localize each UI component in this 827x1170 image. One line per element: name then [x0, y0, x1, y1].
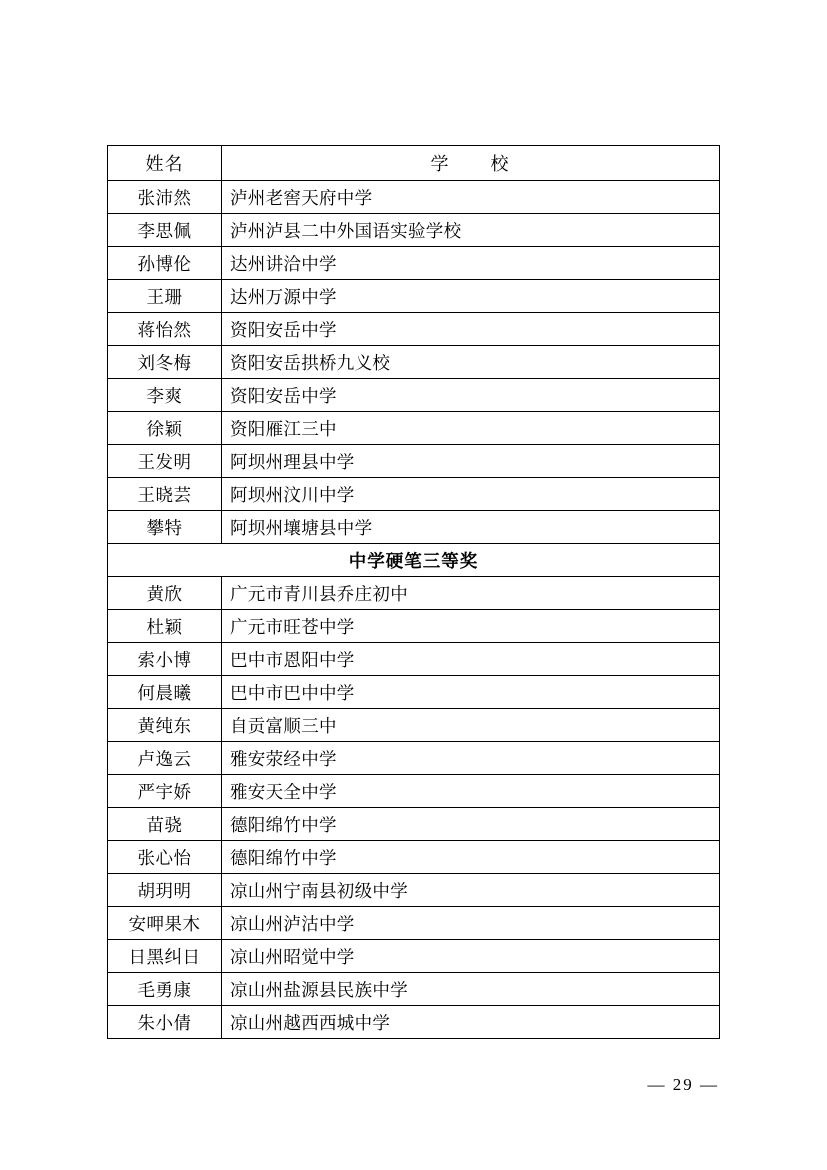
table-row — [108, 742, 720, 775]
cell-school: 达州万源中学 — [222, 280, 720, 313]
table-section-row — [108, 544, 720, 577]
table-row — [108, 808, 720, 841]
cell-name: 刘冬梅 — [108, 346, 222, 379]
cell-name: 张沛然 — [108, 181, 222, 214]
table-header — [108, 146, 720, 181]
cell-school: 凉山州泸沽中学 — [222, 907, 720, 940]
cell-school: 广元市青川县乔庄初中 — [222, 577, 720, 610]
cell-name: 李爽 — [108, 379, 222, 412]
table-row — [108, 478, 720, 511]
cell-name: 蒋怡然 — [108, 313, 222, 346]
cell-school: 达州讲洽中学 — [222, 247, 720, 280]
table-row — [108, 313, 720, 346]
section-title: 中学硬笔三等奖 — [108, 544, 720, 577]
table-row — [108, 973, 720, 1006]
cell-name: 苗骁 — [108, 808, 222, 841]
table-row — [108, 214, 720, 247]
cell-school: 泸州老窖天府中学 — [222, 181, 720, 214]
cell-school: 阿坝州汶川中学 — [222, 478, 720, 511]
table-row — [108, 940, 720, 973]
cell-school: 凉山州昭觉中学 — [222, 940, 720, 973]
cell-name: 卢逸云 — [108, 742, 222, 775]
table-row — [108, 280, 720, 313]
table-row — [108, 577, 720, 610]
table-row — [108, 841, 720, 874]
table-body — [108, 181, 720, 1039]
column-header-school — [222, 146, 720, 181]
cell-school: 德阳绵竹中学 — [222, 841, 720, 874]
cell-school: 阿坝州壤塘县中学 — [222, 511, 720, 544]
cell-name: 张心怡 — [108, 841, 222, 874]
cell-school: 资阳安岳中学 — [222, 313, 720, 346]
cell-name: 胡玥明 — [108, 874, 222, 907]
cell-school: 凉山州宁南县初级中学 — [222, 874, 720, 907]
cell-school: 巴中市恩阳中学 — [222, 643, 720, 676]
cell-school: 资阳安岳拱桥九义校 — [222, 346, 720, 379]
cell-school: 自贡富顺三中 — [222, 709, 720, 742]
table-row — [108, 1006, 720, 1039]
column-header-school-text: 学 校 — [430, 154, 521, 174]
cell-school: 凉山州盐源县民族中学 — [222, 973, 720, 1006]
table-header-row — [108, 146, 720, 181]
cell-name: 严宇娇 — [108, 775, 222, 808]
cell-name: 徐颖 — [108, 412, 222, 445]
cell-school: 广元市旺苍中学 — [222, 610, 720, 643]
cell-name: 李思佩 — [108, 214, 222, 247]
cell-school: 凉山州越西西城中学 — [222, 1006, 720, 1039]
table-row — [108, 775, 720, 808]
cell-name: 杜颖 — [108, 610, 222, 643]
cell-name: 王珊 — [108, 280, 222, 313]
table-row — [108, 379, 720, 412]
cell-name: 朱小倩 — [108, 1006, 222, 1039]
cell-school: 雅安天全中学 — [222, 775, 720, 808]
table-row — [108, 907, 720, 940]
cell-school: 雅安荥经中学 — [222, 742, 720, 775]
cell-school: 资阳雁江三中 — [222, 412, 720, 445]
cell-name: 孙博伦 — [108, 247, 222, 280]
column-header-name: 姓名 — [108, 146, 222, 181]
cell-name: 黄纯东 — [108, 709, 222, 742]
table-row — [108, 874, 720, 907]
cell-school: 泸州泸县二中外国语实验学校 — [222, 214, 720, 247]
cell-name: 黄欣 — [108, 577, 222, 610]
table-row — [108, 247, 720, 280]
cell-name: 何晨曦 — [108, 676, 222, 709]
award-list-table — [107, 145, 720, 1039]
table-row — [108, 709, 720, 742]
table-row — [108, 412, 720, 445]
cell-name: 王晓芸 — [108, 478, 222, 511]
cell-school: 巴中市巴中中学 — [222, 676, 720, 709]
table-row — [108, 511, 720, 544]
cell-name: 索小博 — [108, 643, 222, 676]
cell-school: 德阳绵竹中学 — [222, 808, 720, 841]
cell-school: 资阳安岳中学 — [222, 379, 720, 412]
cell-name: 日黑纠日 — [108, 940, 222, 973]
cell-name: 安呷果木 — [108, 907, 222, 940]
table-row — [108, 676, 720, 709]
table-row — [108, 643, 720, 676]
cell-name: 王发明 — [108, 445, 222, 478]
cell-school: 阿坝州理县中学 — [222, 445, 720, 478]
page-number: — 29 — — [647, 1075, 719, 1094]
table-row — [108, 445, 720, 478]
table-row — [108, 346, 720, 379]
table-row — [108, 181, 720, 214]
cell-name: 攀特 — [108, 511, 222, 544]
table-row — [108, 610, 720, 643]
cell-name: 毛勇康 — [108, 973, 222, 1006]
